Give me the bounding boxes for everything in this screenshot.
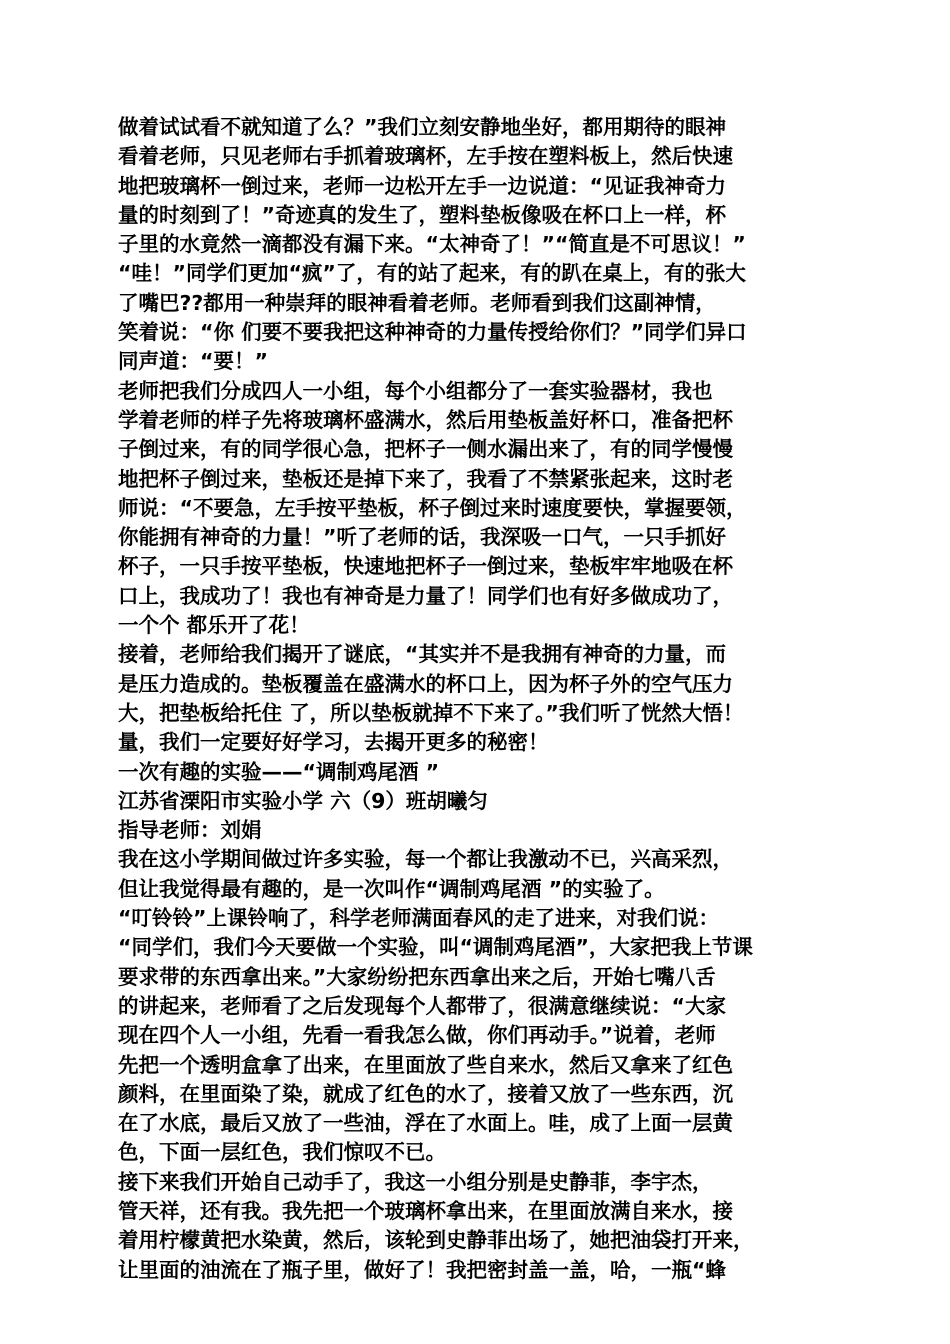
text-line: 的讲起来，老师看了之后发现每个人都带了，很满意继续说：“大家 bbox=[118, 993, 726, 1018]
text-line: 但让我觉得最有趣的，是一次叫作“调制鸡尾酒 ”的实验了。 bbox=[118, 876, 665, 901]
text-line: 颜料，在里面染了染，就成了红色的水了，接着又放了一些东西，沉 bbox=[118, 1081, 733, 1106]
text-line: 地把杯子倒过来，垫板还是掉下来了，我看了不禁紧张起来，这时老 bbox=[118, 466, 733, 491]
text-line: 一个个 都乐开了花！ bbox=[118, 613, 310, 638]
text-line: 地把玻璃杯一倒过来，老师一边松开左手一边说道：“见证我神奇力 bbox=[118, 173, 726, 198]
text-line: 接着，老师给我们揭开了谜底，“其实并不是我拥有神奇的力量，而 bbox=[118, 642, 726, 667]
text-line: 做着试试看不就知道了么？”我们立刻安静地坐好，都用期待的眼神 bbox=[118, 115, 726, 139]
text-line: 子里的水竟然一滴都没有漏下来。“太神奇了！”“简直是不可思议！” bbox=[118, 232, 746, 257]
text-line: 量，我们一定要好好学习，去揭开更多的秘密！ bbox=[118, 730, 549, 755]
document-page bbox=[118, 113, 848, 1285]
text-line: 在了水底，最后又放了一些油，浮在了水面上。哇，成了上面一层黄 bbox=[118, 1111, 733, 1136]
text-line: 色，下面一层红色，我们惊叹不已。 bbox=[118, 1140, 446, 1165]
text-line: 笑着说：“你 们要不要我把这种神奇的力量传授给你们？”同学们异口 bbox=[118, 320, 747, 345]
text-line: 量的时刻到了！”奇迹真的发生了，塑料垫板像吸在杯口上一样，杯 bbox=[118, 202, 726, 227]
text-line: 我在这小学期间做过许多实验，每一个都让我激动不已，兴高采烈， bbox=[118, 847, 733, 872]
text-line: 管天祥，还有我。我先把一个玻璃杯拿出来，在里面放满自来水，接 bbox=[118, 1198, 733, 1223]
text-line: 口上，我成功了！我也有神奇是力量了！同学们也有好多做成功了， bbox=[118, 583, 733, 608]
text-line: “同学们，我们今天要做一个实验，叫“调制鸡尾酒”，大家把我上节课 bbox=[118, 935, 753, 960]
article-title: 一次有趣的实验——“调制鸡尾酒 ” bbox=[118, 759, 440, 784]
text-line: 同声道：“要！” bbox=[118, 349, 268, 374]
text-line: 你能拥有神奇的力量！”听了老师的话，我深吸一口气，一只手抓好 bbox=[118, 525, 726, 550]
text-line: 着用柠檬黄把水染黄，然后，该轮到史静菲出场了，她把油袋打开来， bbox=[118, 1228, 754, 1253]
text-line: 师说：“不要急，左手按平垫板，杯子倒过来时速度要快，掌握要领， bbox=[118, 495, 747, 520]
text-line: 是压力造成的。垫板覆盖在盛满水的杯口上，因为杯子外的空气压力 bbox=[118, 671, 733, 696]
text-line: “哇！”同学们更加“疯”了，有的站了起来，有的趴在桌上，有的张大 bbox=[118, 261, 746, 286]
text-line: 了嘴巴??都用一种崇拜的眼神看着老师。老师看到我们这副神情， bbox=[118, 290, 716, 315]
text-line: 现在四个人一小组，先看一看我怎么做，你们再动手。”说着，老师 bbox=[118, 1023, 716, 1048]
author-line: 江苏省溧阳市实验小学 六（9）班胡曦匀 bbox=[118, 788, 488, 813]
text-line: 老师把我们分成四人一小组，每个小组都分了一套实验器材，我也 bbox=[118, 378, 713, 403]
text-line: 接下来我们开始自己动手了，我这一小组分别是史静菲，李宇杰， bbox=[118, 1169, 713, 1194]
text-line: 看着老师，只见老师右手抓着玻璃杯，左手按在塑料板上，然后快速 bbox=[118, 144, 733, 169]
text-line: 先把一个透明盒拿了出来，在里面放了些自来水，然后又拿来了红色 bbox=[118, 1052, 733, 1077]
text-line: 要求带的东西拿出来。”大家纷纷把东西拿出来之后，开始七嘴八舌 bbox=[118, 964, 716, 989]
teacher-line: 指导老师：刘娟 bbox=[118, 818, 262, 843]
text-line: “叮铃铃”上课铃响了，科学老师满面春风的走了进来，对我们说： bbox=[118, 906, 719, 931]
text-line: 子倒过来，有的同学很心急，把杯子一侧水漏出来了，有的同学慢慢 bbox=[118, 437, 733, 462]
text-line: 学着老师的样子先将玻璃杯盛满水，然后用垫板盖好杯口，准备把杯 bbox=[118, 407, 733, 432]
text-line: 让里面的油流在了瓶子里，做好了！我把密封盖一盖，哈，一瓶“蜂 bbox=[118, 1257, 726, 1282]
text-line: 杯子，一只手按平垫板，快速地把杯子一倒过来，垫板牢牢地吸在杯 bbox=[118, 554, 733, 579]
text-line: 大，把垫板给托住 了，所以垫板就掉不下来了。”我们听了恍然大悟！ bbox=[118, 700, 744, 725]
